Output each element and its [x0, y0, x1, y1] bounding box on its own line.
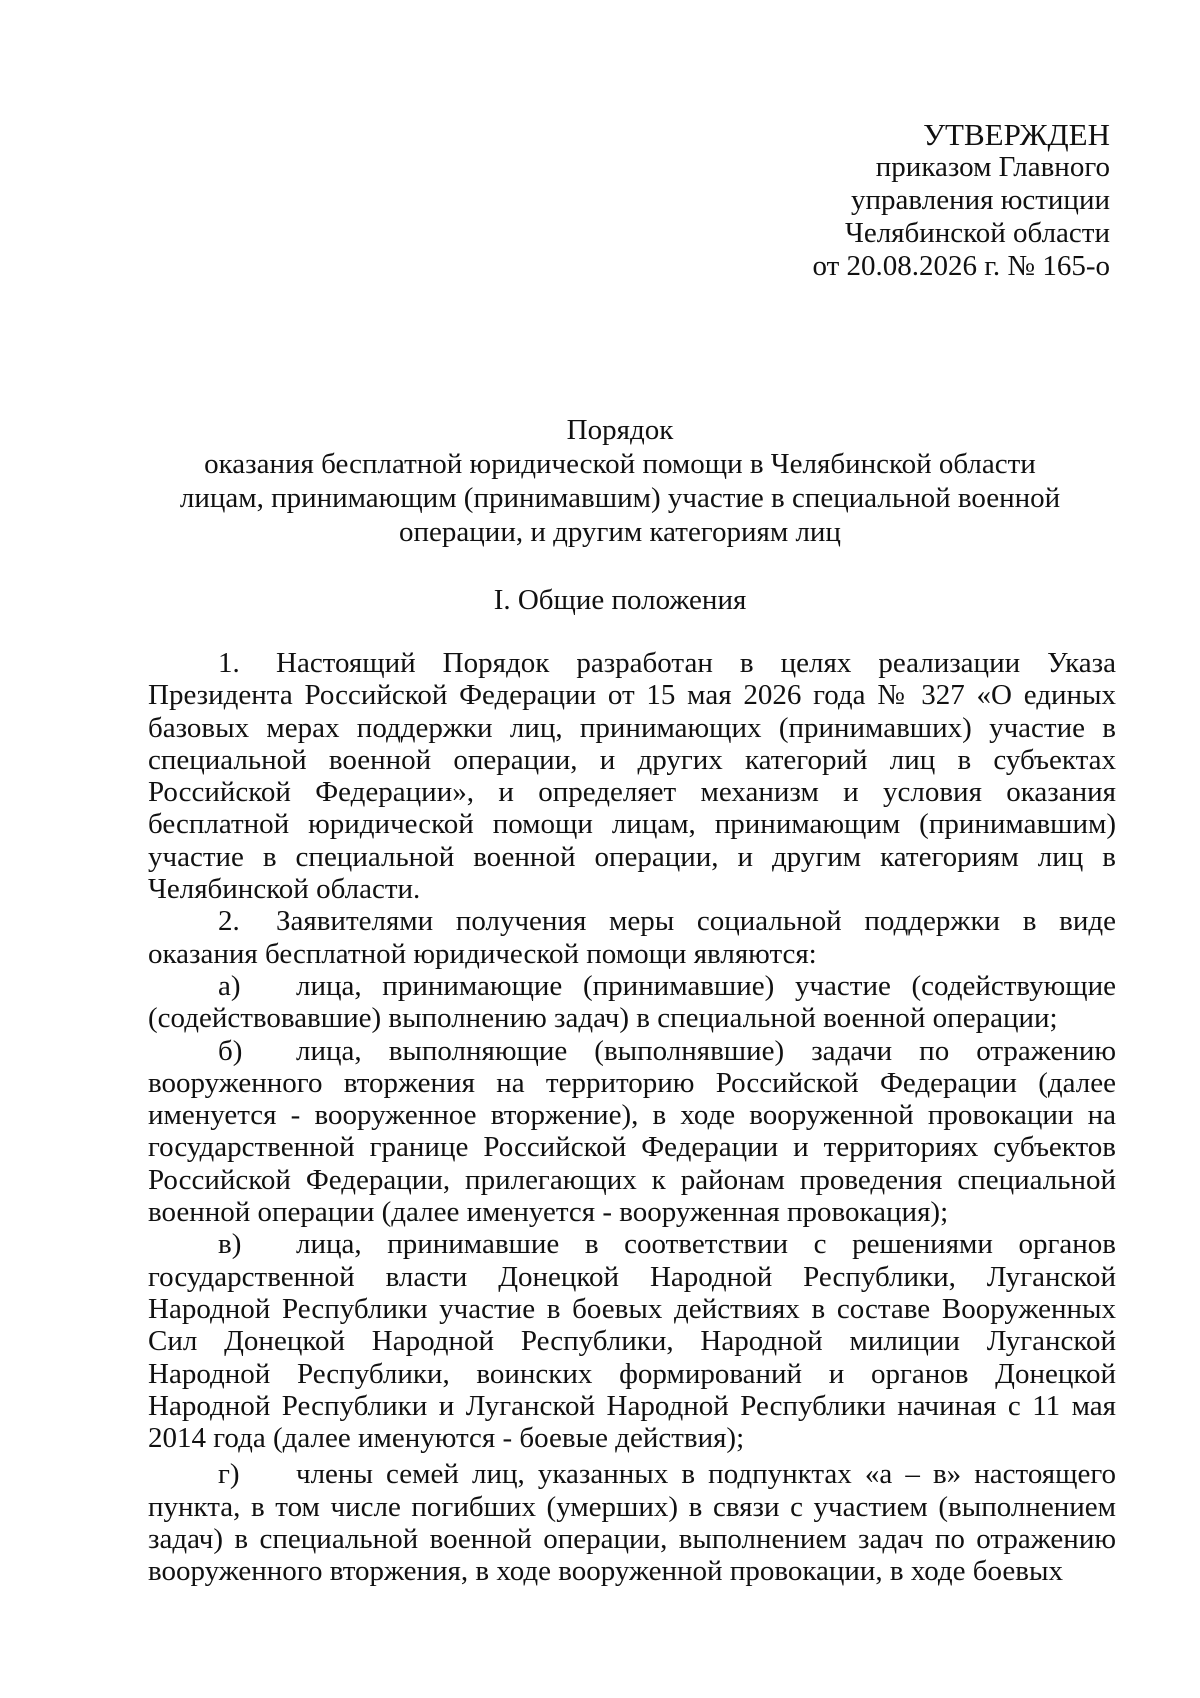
subparagraph-marker: б) — [218, 1034, 243, 1067]
title-line-4: операции, и другим категориям лиц — [399, 516, 841, 548]
paragraph-marker: 2. — [218, 905, 240, 938]
subparagraph-a — [148, 970, 1116, 1035]
subparagraph-g — [148, 1458, 1116, 1587]
section-title: I. Общие положения — [493, 584, 747, 616]
document-body — [148, 647, 1116, 1588]
approval-line-4: от 20.08.2026 г. № 165-о — [812, 250, 1110, 282]
subparagraph-v — [148, 1228, 1116, 1454]
approval-title: УТВЕРЖДЕН — [923, 117, 1110, 152]
paragraph-marker: 1. — [218, 647, 240, 679]
subparagraph-marker: г) — [218, 1458, 240, 1491]
paragraph-2 — [148, 905, 1116, 970]
approval-block — [813, 118, 1111, 283]
approval-line-3: Челябинской области — [844, 217, 1110, 249]
subparagraph-marker: в) — [218, 1228, 242, 1261]
subparagraph-text: лица, принимающие (принимавшие) участие (содействующие (содействовавшие) выполнению задач) в специальной военной операции; — [148, 969, 1116, 1035]
subparagraph-text: члены семей лиц, указанных в подпунктах «а – в» настоящего пункта, в том числе погибших (умерших) в связи с участием (выполнением задач) в специальной военной операции, выполнением задач по отражению вооруженного вторжения, в ходе вооруженной провокации, в ходе боевых — [148, 1458, 1116, 1588]
subparagraph-text: лица, принимавшие в соответствии с решениями органов государственной власти Донецкой Народной Республики, Луганской Народной Республики участие в боевых действиях в составе Вооруженных Сил Донецкой Народной Республики, Народной милиции Луганской Народной Республики, воинских формирований и органов Донецкой Народной Республики и Луганской Народной Республики начиная с 11 мая 2014 года (далее именуются - боевые действия); — [148, 1228, 1116, 1455]
title-line-1: Порядок — [566, 414, 674, 446]
title-line-2: оказания бесплатной юридической помощи в Челябинской области — [204, 448, 1036, 480]
title-line-3: лицам, принимающим (принимавшим) участие в специальной военной — [179, 482, 1061, 514]
approval-line-2: управления юстиции — [851, 184, 1110, 216]
subparagraph-text: лица, выполняющие (выполнявшие) задачи по отражению вооруженного вторжения на территорию Российской Федерации (далее именуется - вооруженное вторжение), в ходе вооруженной провокации на государственной границе Российской Федерации и территориях субъектов Российской Федерации, прилегающих к районам проведения специальной военной операции (далее именуется - вооруженная провокация); — [148, 1034, 1116, 1229]
subparagraph-b — [148, 1035, 1116, 1229]
approval-line-1: приказом Главного — [875, 151, 1110, 183]
subparagraph-marker: а) — [218, 969, 241, 1002]
paragraph-text: Настоящий Порядок разработан в целях реализации Указа Президента Российской Федерации от 15 мая 2026 года № 327 «О единых базовых мерах поддержки лиц, принимающих (принимавших) участие в специальной военной операции, и других категорий лиц в субъектах Российской Федерации», и определяет механизм и условия оказания бесплатной юридической помощи лицам, принимающим (принимавшим) участие в специальной военной операции, и другим категориям лиц в Челябинской области. — [148, 647, 1116, 906]
document-title — [170, 413, 1070, 549]
paragraph-text: Заявителями получения меры социальной поддержки в виде оказания бесплатной юридической помощи являются: — [148, 905, 1116, 970]
paragraph-1 — [148, 647, 1116, 905]
